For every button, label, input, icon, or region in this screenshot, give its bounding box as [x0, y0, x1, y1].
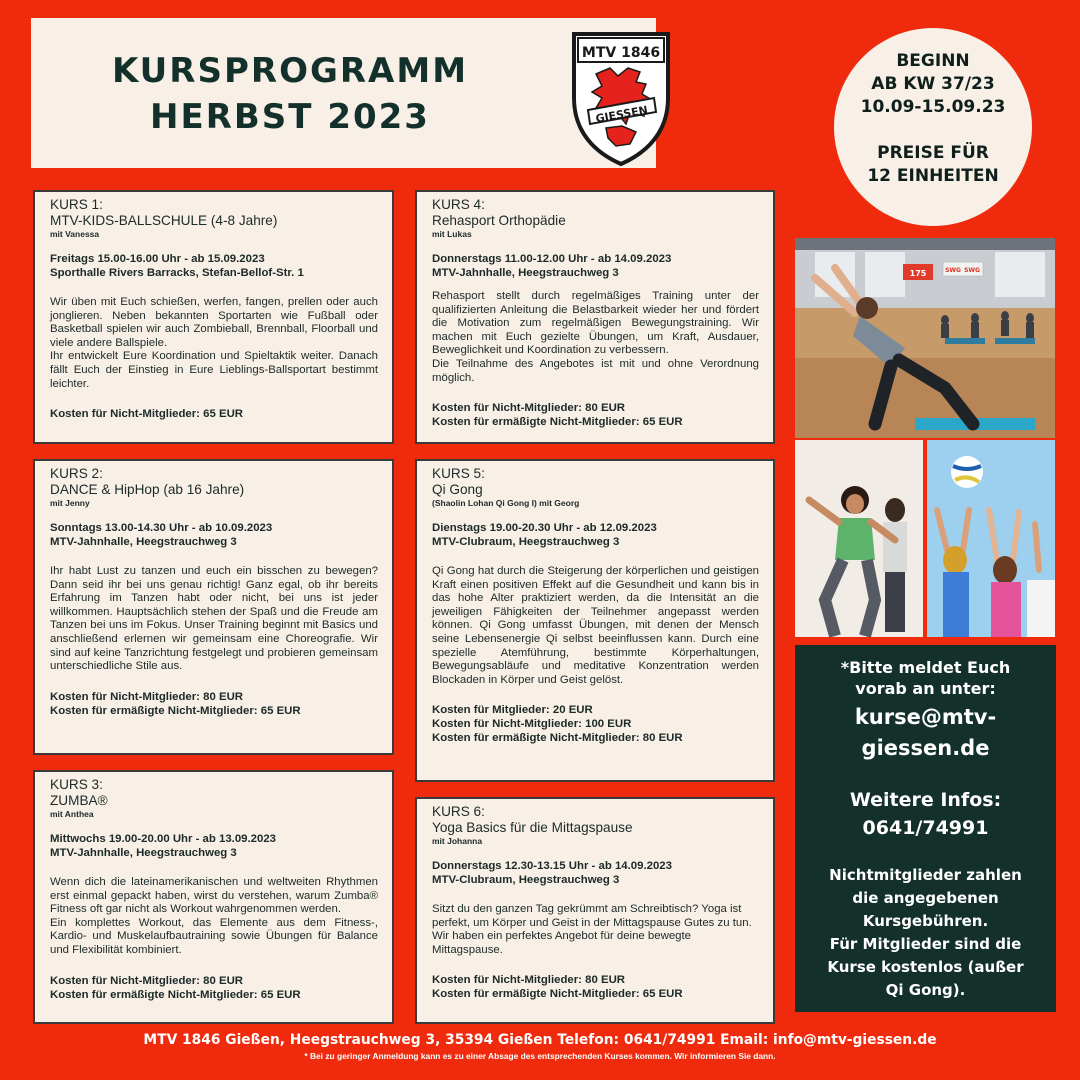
photo-banner-1: 175 — [909, 269, 927, 278]
course-label: KURS 3: — [50, 777, 103, 792]
email-link[interactable] — [795, 702, 1056, 764]
course-cost-1: Kosten für Nicht-Mitglieder: 80 EUR — [50, 690, 244, 703]
course-location: MTV-Jahnhalle, Heegstrauchweg 3 — [50, 847, 237, 859]
course-location: MTV-Clubraum, Heegstrauchweg 3 — [432, 874, 620, 886]
course-description-p1: Wir üben mit Euch schießen, werfen, fangen, prellen oder auch jonglieren. Neben bekannten Sportarten wie Fußball oder Basketball spielen wir auch Zombieball, Brennball, Floorball und viele andere Ballspiele. — [50, 296, 378, 349]
start-badge — [834, 28, 1032, 226]
course-name: DANCE & HipHop (ab 16 Jahre) — [50, 482, 245, 497]
course-location: MTV-Jahnhalle, Heegstrauchweg 3 — [432, 267, 619, 279]
pricing-note-2: die angegebenen — [852, 889, 999, 907]
course-cost-2: Kosten für Nicht-Mitglieder: 100 EUR — [432, 718, 632, 731]
course-location: MTV-Clubraum, Heegstrauchweg 3 — [432, 536, 620, 548]
course-trainer: mit Anthea — [50, 809, 94, 819]
course-cost-1: Kosten für Nicht-Mitglieder: 65 EUR — [50, 408, 244, 421]
logo-bottom-text: GIESSEN — [594, 103, 649, 126]
course-label: KURS 6: — [432, 804, 485, 819]
course-cost-1: Kosten für Nicht-Mitglieder: 80 EUR — [50, 974, 244, 987]
contact-box — [795, 645, 1056, 1012]
course-description — [50, 876, 378, 958]
course-trainer: mit Jenny — [50, 498, 90, 508]
page-title — [51, 48, 529, 140]
course-cost-2: Kosten für ermäßigte Nicht-Mitglieder: 65 EUR — [50, 988, 301, 1001]
course-name: Rehasport Orthopädie — [432, 213, 566, 228]
course-costs — [50, 407, 378, 421]
course-name: MTV-KIDS-BALLSCHULE (4-8 Jahre) — [50, 213, 278, 228]
course-description-p2: Ihr entwickelt Eure Koordination und Spieltaktik weiter. Danach fällt Euch der Einstieg in Eure Lieblings-Ballsportart bestimmt leichter. — [50, 350, 378, 390]
course-time: Donnerstags 12.30-13.15 Uhr - ab 14.09.2023 — [432, 860, 672, 872]
course-cost-1: Kosten für Nicht-Mitglieder: 80 EUR — [432, 402, 626, 415]
photo-banner-2: SWG — [945, 267, 961, 274]
course-cost-1: Kosten für Nicht-Mitglieder: 80 EUR — [432, 974, 626, 987]
photo-gym-lunge — [795, 238, 1055, 438]
photo-banner-3: SWG — [964, 267, 980, 274]
course-label: KURS 4: — [432, 197, 485, 212]
course-description: Qi Gong hat durch die Steigerung der körperlichen und geistigen Kraft einen positiven Effekt auf die Gesundheit und kann bis in das hohe Alter praktiziert werden, da die Intensität an die jeweiligen Fähigkeiten der Teilnehmer angepasst werden können. Qi Gong umfasst Übungen, mit denen der Mensch seine Lebensenergie Qi selbst beeinflussen kann. Durch eine spezielle Atemführung, bestimmte Körperhaltungen, Bewegungsabläufe und meditative Konzentration werden Blockaden in Körper und Geist gelöst. — [432, 565, 759, 686]
club-logo — [566, 28, 676, 168]
course-location: Sporthalle Rivers Barracks, Stefan-Bellof-Str. 1 — [50, 267, 304, 279]
badge-line-5: 12 EINHEITEN — [867, 166, 999, 186]
title-line-1: KURSPROGRAMM — [111, 51, 469, 91]
course-cost-2: Kosten für ermäßigte Nicht-Mitglieder: 65 EUR — [432, 416, 683, 429]
pricing-note-6: Qi Gong). — [885, 981, 966, 999]
course-costs — [432, 703, 759, 745]
course-time: Dienstags 19.00-20.30 Uhr - ab 12.09.2023 — [432, 522, 657, 534]
course-card-1 — [33, 190, 394, 444]
course-description-p2: Die Teilnahme des Angebotes ist mit und ohne Verordnung möglich. — [432, 357, 759, 384]
footer-note: * Bei zu geringer Anmeldung kann es zu einer Absage des entsprechenden Kurses kommen. Wir informieren Sie dann. — [304, 1051, 776, 1061]
pricing-note-4: Für Mitglieder sind die — [829, 935, 1022, 953]
course-card-3 — [33, 770, 394, 1024]
footer-address: MTV 1846 Gießen, Heegstrauchweg 3, 35394 Gießen Telefon: 0641/74991 Email: info@mtv-giessen.de — [143, 1032, 937, 1048]
course-name: ZUMBA® — [50, 793, 108, 808]
email-line-1: kurse@mtv- — [854, 705, 997, 729]
course-description-p2: Ein komplettes Workout, das Elemente aus dem Fitness-, Kardio- und Muskelaufbautraining sowie Übungen für Balance und Flexibilität kombiniert. — [50, 916, 378, 956]
phone-number[interactable]: 0641/74991 — [862, 817, 989, 839]
course-card-2 — [33, 459, 394, 755]
course-label: KURS 5: — [432, 466, 485, 481]
course-costs — [50, 974, 378, 1002]
course-trainer: (Shaolin Lohan Qi Gong I) mit Georg — [432, 498, 580, 508]
info-heading: Weitere Infos: — [849, 789, 1002, 811]
pricing-note-3: Kursgebühren. — [862, 912, 989, 930]
pricing-note-1: Nichtmitglieder zahlen — [829, 866, 1022, 884]
course-description — [50, 296, 378, 391]
title-box — [31, 18, 661, 168]
course-time: Donnerstags 11.00-12.00 Uhr - ab 14.09.2023 — [432, 253, 672, 265]
course-description — [432, 290, 759, 385]
badge-line-3: 10.09-15.09.23 — [860, 97, 1006, 117]
course-description-p1: Rehasport stellt durch regelmäßiges Training unter der qualifizierten Anleitung die Belastbarkeit wieder her und fördert die Motivation zum regelmäßigen Bewegungstraining. Wir machen mit Euch gezielte Übungen, um Kraft, Ausdauer, Beweglichkeit und Koordination zu verbessern. — [432, 290, 759, 357]
pricing-note-5: Kurse kostenlos (außer — [827, 958, 1024, 976]
course-name: Yoga Basics für die Mittagspause — [432, 820, 633, 835]
course-time: Sonntags 13.00-14.30 Uhr - ab 10.09.2023 — [50, 522, 273, 534]
register-text-1: *Bitte meldet Euch — [840, 658, 1011, 677]
course-trainer: mit Lukas — [432, 229, 472, 239]
course-costs — [432, 401, 759, 429]
course-description: Sitzt du den ganzen Tag gekrümmt am Schreibtisch? Yoga ist perfekt, um Körper und Geist in der Mittagspause Gutes zu tun. Wir haben ein perfektes Angebot für deine bewegte Mittagspause. — [432, 903, 752, 956]
photo-dance-class — [795, 440, 923, 637]
course-description: Ihr habt Lust zu tanzen und euch ein bisschen zu bewegen? Dann seid ihr bei uns genau richtig! Ganz egal, ob ihr bereits Erfahrung im Tanzen habt oder nicht, bei uns ist jeder willkommen. Hauptsächlich stehen der Spaß und die Freude am Tanzen bei uns im Fokus. Unser Training beginnt mit Basics und anschließend erlernen wir gemeinsam eine Choreografie. Wir sind auf keine Tanzrichtung festgelegt und probieren gemeinsam unterschiedliche Stile aus. — [50, 565, 378, 673]
course-cost-2: Kosten für ermäßigte Nicht-Mitglieder: 65 EUR — [50, 704, 301, 717]
course-card-5 — [415, 459, 775, 782]
course-costs — [432, 973, 759, 1001]
course-cost-1: Kosten für Mitglieder: 20 EUR — [432, 704, 593, 717]
course-time: Mittwochs 19.00-20.00 Uhr - ab 13.09.2023 — [50, 833, 277, 845]
course-label: KURS 2: — [50, 466, 103, 481]
course-cost-2: Kosten für ermäßigte Nicht-Mitglieder: 65 EUR — [432, 988, 683, 1001]
course-time: Freitags 15.00-16.00 Uhr - ab 15.09.2023 — [50, 253, 265, 265]
title-line-2: HERBST 2023 — [150, 97, 430, 137]
course-location: MTV-Jahnhalle, Heegstrauchweg 3 — [50, 536, 237, 548]
badge-line-2: AB KW 37/23 — [871, 74, 995, 94]
course-trainer: mit Vanessa — [50, 229, 100, 239]
pricing-note — [795, 864, 1056, 1002]
email-line-2: giessen.de — [861, 736, 990, 760]
badge-line-1: BEGINN — [896, 51, 970, 71]
register-text-2: vorab an unter: — [855, 679, 996, 698]
course-card-6 — [415, 797, 775, 1024]
course-cost-3: Kosten für ermäßigte Nicht-Mitglieder: 80 EUR — [432, 732, 683, 745]
logo-top-text: MTV 1846 — [581, 45, 661, 61]
course-description-p1: Wenn dich die lateinamerikanischen und weltweiten Rhythmen erst einmal gepackt haben, wirst du verstehen, warum Zumba® Fitness oft gar nicht als Workout wahrgenommen werden. — [50, 876, 378, 916]
course-card-4 — [415, 190, 775, 444]
photo-ball-kids — [927, 440, 1055, 637]
course-label: KURS 1: — [50, 197, 103, 212]
course-name: Qi Gong — [432, 482, 483, 497]
course-costs — [50, 690, 378, 718]
badge-line-4: PREISE FÜR — [877, 143, 989, 163]
course-trainer: mit Johanna — [432, 836, 483, 846]
